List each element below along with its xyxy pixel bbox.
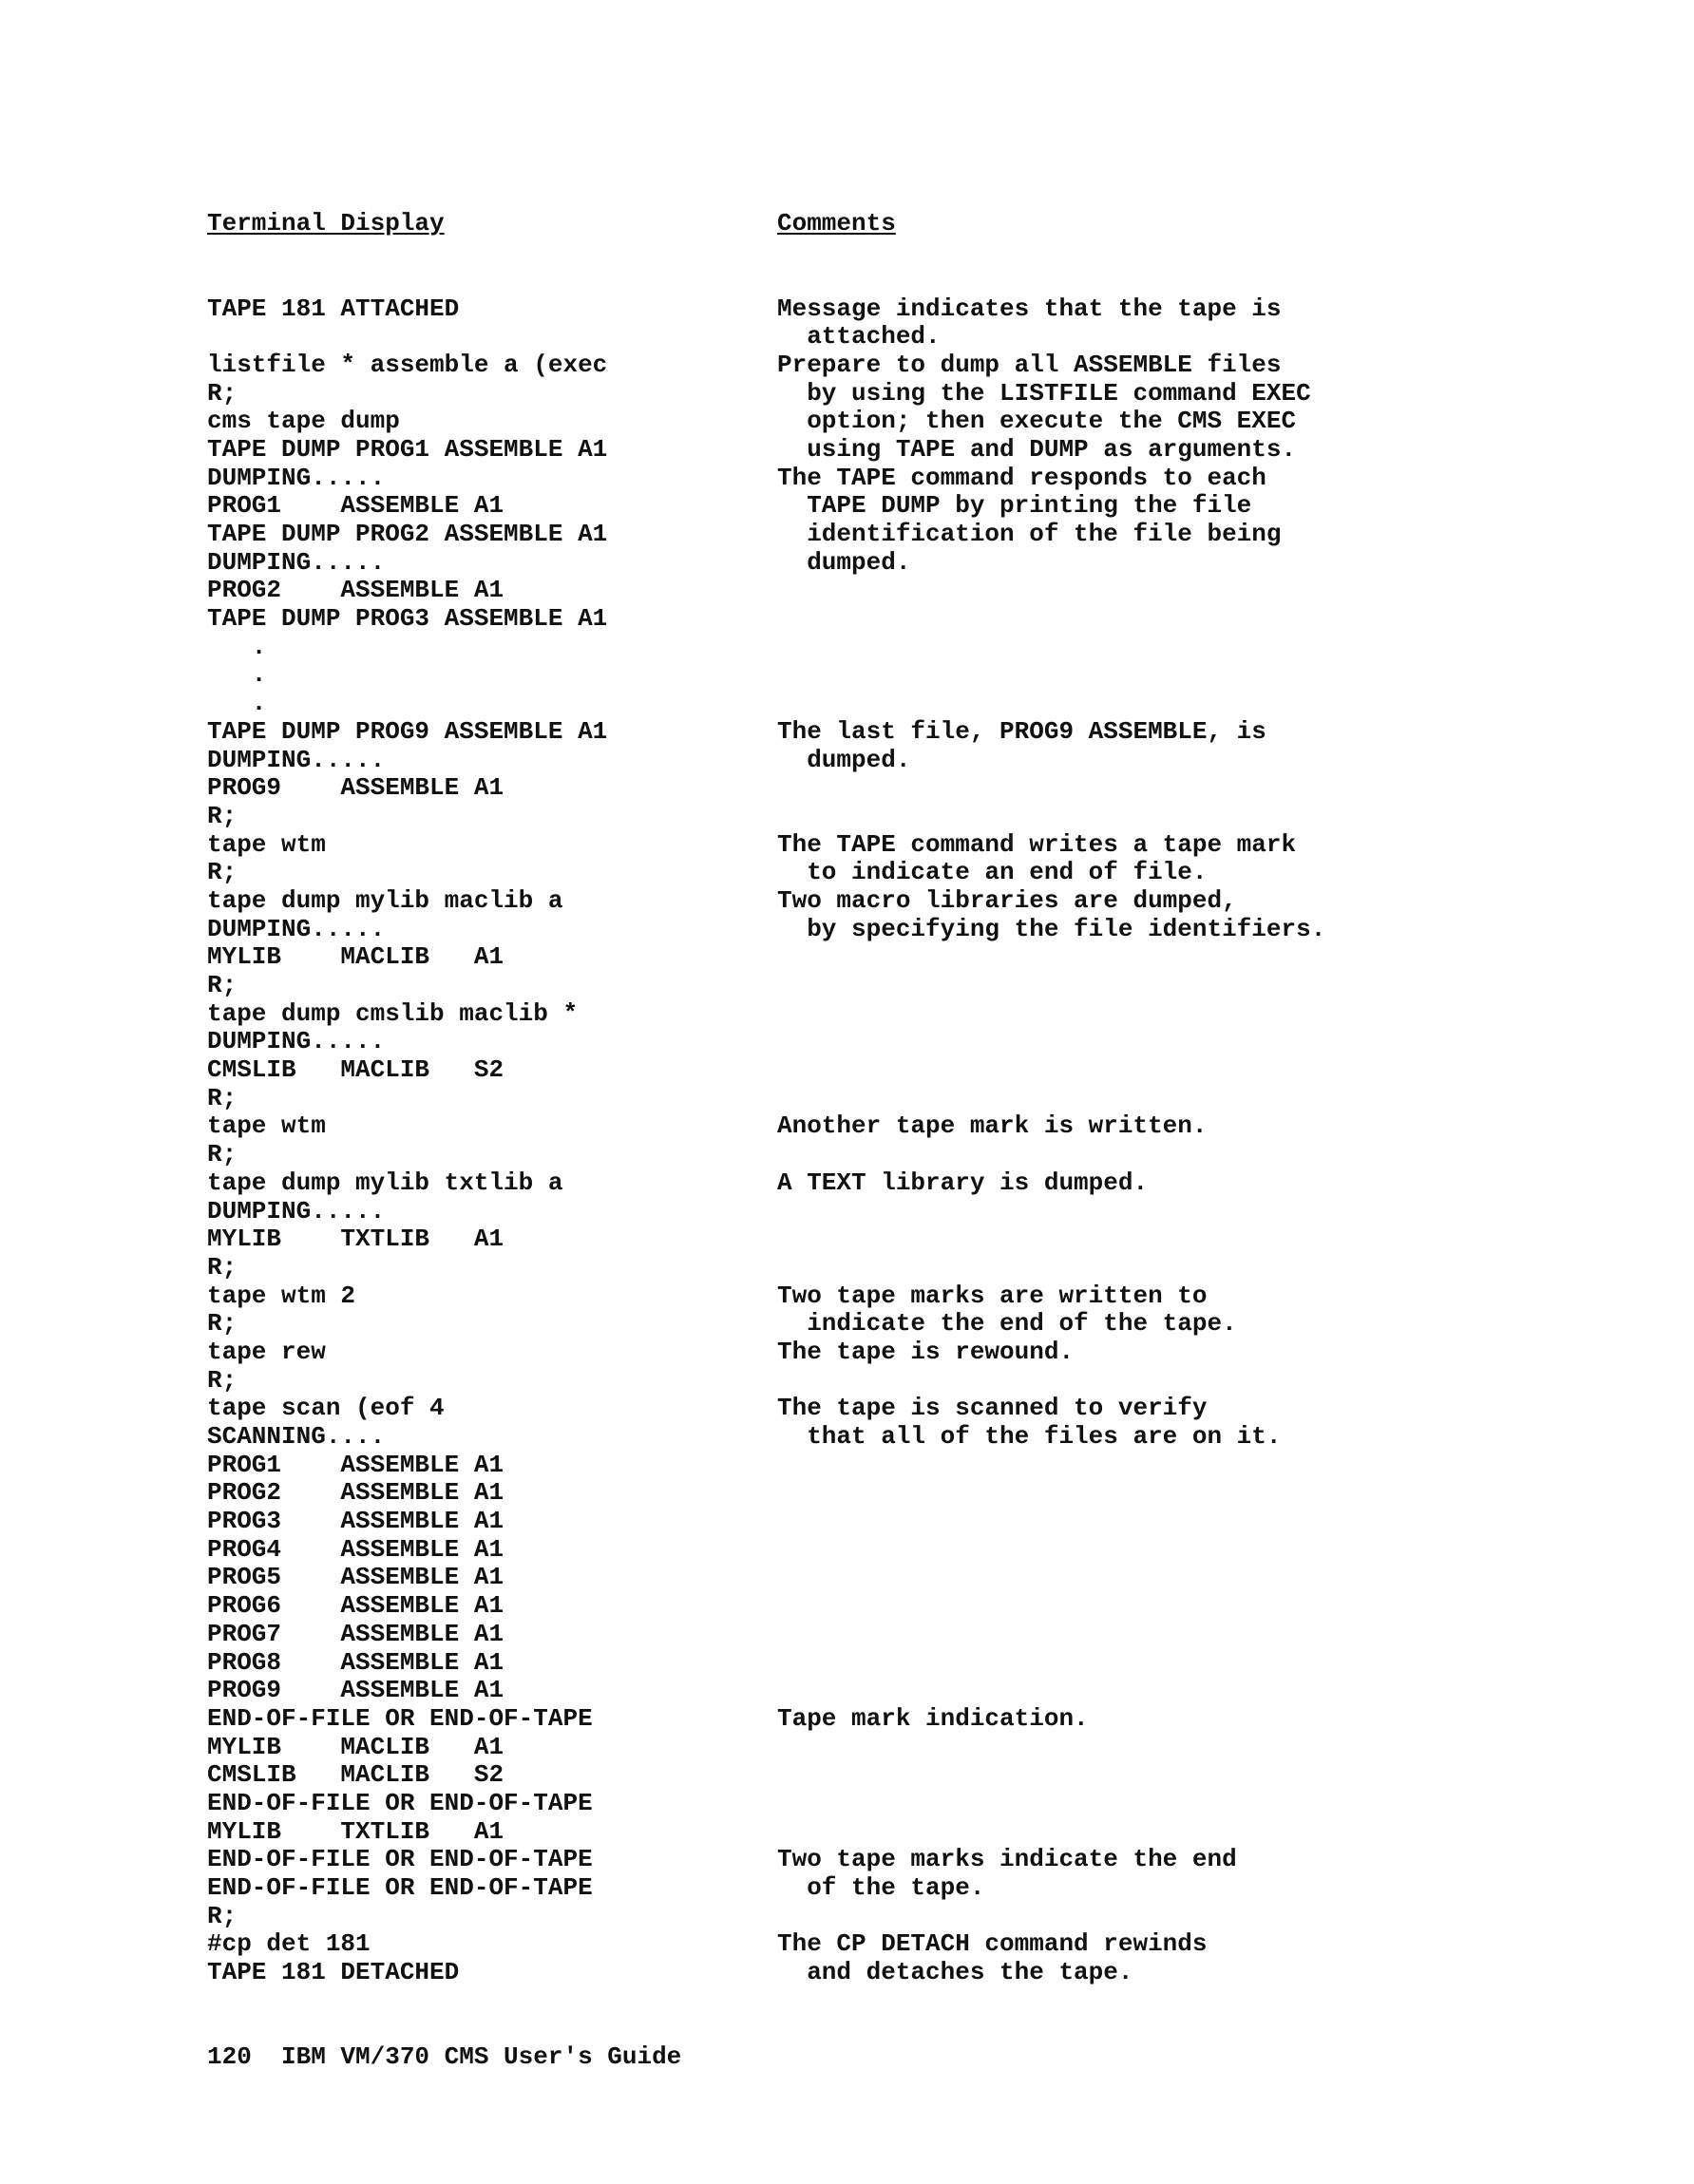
comment-line bbox=[777, 1761, 1325, 1790]
terminal-line: PROG8 ASSEMBLE A1 bbox=[207, 1647, 504, 1677]
terminal-line: tape dump cmslib maclib * bbox=[207, 998, 579, 1028]
comment-line: The tape is rewound. bbox=[777, 1337, 1075, 1366]
terminal-line: PROG2 ASSEMBLE A1 bbox=[207, 1478, 504, 1508]
comment-line bbox=[777, 1254, 1325, 1282]
comment-line: by using the LISTFILE command EXEC bbox=[777, 378, 1311, 408]
comment-line bbox=[777, 774, 1325, 803]
terminal-display-heading: Terminal Display bbox=[207, 209, 445, 238]
comments-column bbox=[777, 154, 1325, 2043]
terminal-line: TAPE DUMP PROG2 ASSEMBLE A1 bbox=[207, 520, 608, 548]
comment-line: using TAPE and DUMP as arguments. bbox=[777, 434, 1297, 464]
terminal-line: PROG2 ASSEMBLE A1 bbox=[207, 576, 504, 605]
terminal-line: #cp det 181 bbox=[207, 1929, 371, 1959]
comment-line bbox=[777, 1141, 1325, 1169]
terminal-line: tape scan (eof 4 bbox=[207, 1394, 445, 1423]
comment-line: identification of the file being bbox=[777, 520, 1282, 548]
terminal-line: tape wtm bbox=[207, 829, 326, 859]
terminal-line: PROG4 ASSEMBLE A1 bbox=[207, 1534, 504, 1564]
comment-line bbox=[777, 943, 1325, 972]
terminal-line: PROG6 ASSEMBLE A1 bbox=[207, 1591, 504, 1621]
comment-line: by specifying the file identifiers. bbox=[777, 914, 1326, 943]
terminal-line: DUMPING..... bbox=[207, 914, 386, 943]
comment-line bbox=[777, 1903, 1325, 1931]
comment-line: The last file, PROG9 ASSEMBLE, is bbox=[777, 716, 1266, 746]
terminal-line: listfile * assemble a (exec bbox=[207, 350, 608, 379]
comment-line: dumped. bbox=[777, 745, 911, 774]
terminal-line: TAPE DUMP PROG9 ASSEMBLE A1 bbox=[207, 716, 608, 746]
terminal-line: MYLIB TXTLIB A1 bbox=[207, 1816, 504, 1846]
terminal-line: R; bbox=[207, 1083, 238, 1112]
comment-line: Two tape marks are written to bbox=[777, 1281, 1208, 1310]
comment-line bbox=[777, 1479, 1325, 1508]
page-footer: 120 IBM VM/370 CMS User's Guide bbox=[207, 2042, 682, 2071]
comment-line: of the tape. bbox=[777, 1873, 985, 1902]
terminal-display-lines bbox=[207, 295, 607, 1987]
comment-line bbox=[777, 1452, 1325, 1480]
comment-line: A TEXT library is dumped. bbox=[777, 1168, 1149, 1197]
comment-line: The CP DETACH command rewinds bbox=[777, 1929, 1208, 1959]
comment-line bbox=[777, 661, 1325, 690]
comment-line bbox=[777, 634, 1325, 662]
comment-line: The TAPE command writes a tape mark bbox=[777, 829, 1297, 859]
terminal-line: END-OF-FILE OR END-OF-TAPE bbox=[207, 1845, 593, 1874]
terminal-line: R; bbox=[207, 1365, 238, 1395]
comment-line bbox=[777, 1677, 1325, 1705]
terminal-line: TAPE 181 DETACHED bbox=[207, 1958, 460, 1987]
comments-heading: Comments bbox=[777, 209, 896, 238]
terminal-line: MYLIB MACLIB A1 bbox=[207, 1732, 504, 1761]
comment-line bbox=[777, 972, 1325, 1000]
comment-line: indicate the end of the tape. bbox=[777, 1309, 1237, 1339]
comment-line bbox=[777, 1790, 1325, 1818]
terminal-line: tape wtm bbox=[207, 1111, 326, 1141]
terminal-line: PROG9 ASSEMBLE A1 bbox=[207, 773, 504, 803]
comment-line bbox=[777, 1508, 1325, 1536]
terminal-line: PROG1 ASSEMBLE A1 bbox=[207, 491, 504, 521]
terminal-line: tape wtm 2 bbox=[207, 1281, 356, 1310]
terminal-line: END-OF-FILE OR END-OF-TAPE bbox=[207, 1873, 593, 1902]
terminal-line: PROG5 ASSEMBLE A1 bbox=[207, 1563, 504, 1592]
comment-line: that all of the files are on it. bbox=[777, 1422, 1282, 1451]
terminal-line: CMSLIB MACLIB S2 bbox=[207, 1055, 504, 1085]
terminal-line: . bbox=[207, 632, 267, 661]
comment-line bbox=[777, 1592, 1325, 1621]
comment-line bbox=[777, 1734, 1325, 1762]
terminal-line: SCANNING.... bbox=[207, 1422, 386, 1451]
terminal-display-column bbox=[207, 154, 607, 2043]
terminal-line: tape dump mylib txtlib a bbox=[207, 1168, 563, 1197]
comment-line: and detaches the tape. bbox=[777, 1958, 1133, 1987]
terminal-line: DUMPING..... bbox=[207, 745, 386, 774]
comment-line bbox=[777, 803, 1325, 831]
terminal-line: R; bbox=[207, 1140, 238, 1169]
comment-line: The tape is scanned to verify bbox=[777, 1394, 1208, 1423]
comment-line bbox=[777, 577, 1325, 605]
comment-line: The TAPE command responds to each bbox=[777, 463, 1266, 492]
comment-line bbox=[777, 1085, 1325, 1113]
comment-line bbox=[777, 690, 1325, 718]
comment-line bbox=[777, 1649, 1325, 1678]
terminal-line: TAPE DUMP PROG1 ASSEMBLE A1 bbox=[207, 434, 608, 464]
comment-line bbox=[777, 1225, 1325, 1254]
terminal-line: END-OF-FILE OR END-OF-TAPE bbox=[207, 1788, 593, 1817]
comment-line: Two macro libraries are dumped, bbox=[777, 885, 1237, 915]
terminal-line: DUMPING..... bbox=[207, 1196, 386, 1225]
terminal-line: PROG7 ASSEMBLE A1 bbox=[207, 1619, 504, 1648]
terminal-line: CMSLIB MACLIB S2 bbox=[207, 1760, 504, 1790]
comment-line: to indicate an end of file. bbox=[777, 858, 1208, 887]
terminal-line: R; bbox=[207, 858, 238, 887]
terminal-line: R; bbox=[207, 378, 238, 408]
comment-line: TAPE DUMP by printing the file bbox=[777, 491, 1252, 521]
comment-line: Two tape marks indicate the end bbox=[777, 1845, 1237, 1874]
terminal-line: . bbox=[207, 689, 267, 718]
comment-line: attached. bbox=[777, 322, 941, 351]
comment-line bbox=[777, 1056, 1325, 1085]
terminal-line: END-OF-FILE OR END-OF-TAPE bbox=[207, 1703, 593, 1733]
comment-line bbox=[777, 605, 1325, 634]
terminal-line: R; bbox=[207, 971, 238, 999]
terminal-line: TAPE DUMP PROG3 ASSEMBLE A1 bbox=[207, 604, 608, 634]
terminal-line: DUMPING..... bbox=[207, 547, 386, 577]
comment-line bbox=[777, 1564, 1325, 1592]
terminal-line: R; bbox=[207, 1252, 238, 1282]
comment-line: Message indicates that the tape is bbox=[777, 294, 1282, 323]
terminal-line: PROG1 ASSEMBLE A1 bbox=[207, 1450, 504, 1479]
comment-line bbox=[777, 1536, 1325, 1565]
terminal-line: R; bbox=[207, 801, 238, 830]
terminal-line: R; bbox=[207, 1309, 238, 1339]
comment-line: Another tape mark is written. bbox=[777, 1111, 1208, 1141]
comment-line bbox=[777, 1028, 1325, 1056]
comment-line bbox=[777, 1198, 1325, 1226]
terminal-line: tape dump mylib maclib a bbox=[207, 885, 563, 915]
terminal-line: MYLIB TXTLIB A1 bbox=[207, 1225, 504, 1254]
terminal-line: tape rew bbox=[207, 1337, 326, 1366]
comment-line bbox=[777, 1621, 1325, 1649]
terminal-line: MYLIB MACLIB A1 bbox=[207, 942, 504, 972]
comment-line: Prepare to dump all ASSEMBLE files bbox=[777, 350, 1282, 379]
terminal-line: DUMPING..... bbox=[207, 1027, 386, 1056]
terminal-line: PROG9 ASSEMBLE A1 bbox=[207, 1676, 504, 1705]
terminal-line bbox=[207, 323, 607, 351]
terminal-line: R; bbox=[207, 1901, 238, 1930]
comment-line: option; then execute the CMS EXEC bbox=[777, 407, 1297, 436]
comments-lines bbox=[777, 295, 1325, 1987]
terminal-line: cms tape dump bbox=[207, 407, 400, 436]
terminal-line: DUMPING..... bbox=[207, 463, 386, 492]
terminal-line: PROG3 ASSEMBLE A1 bbox=[207, 1507, 504, 1536]
comment-line: Tape mark indication. bbox=[777, 1703, 1089, 1733]
comment-line: dumped. bbox=[777, 547, 911, 577]
comment-line bbox=[777, 1000, 1325, 1029]
terminal-line: TAPE 181 ATTACHED bbox=[207, 294, 460, 323]
comment-line bbox=[777, 1367, 1325, 1396]
terminal-line: . bbox=[207, 660, 267, 690]
comment-line bbox=[777, 1818, 1325, 1847]
